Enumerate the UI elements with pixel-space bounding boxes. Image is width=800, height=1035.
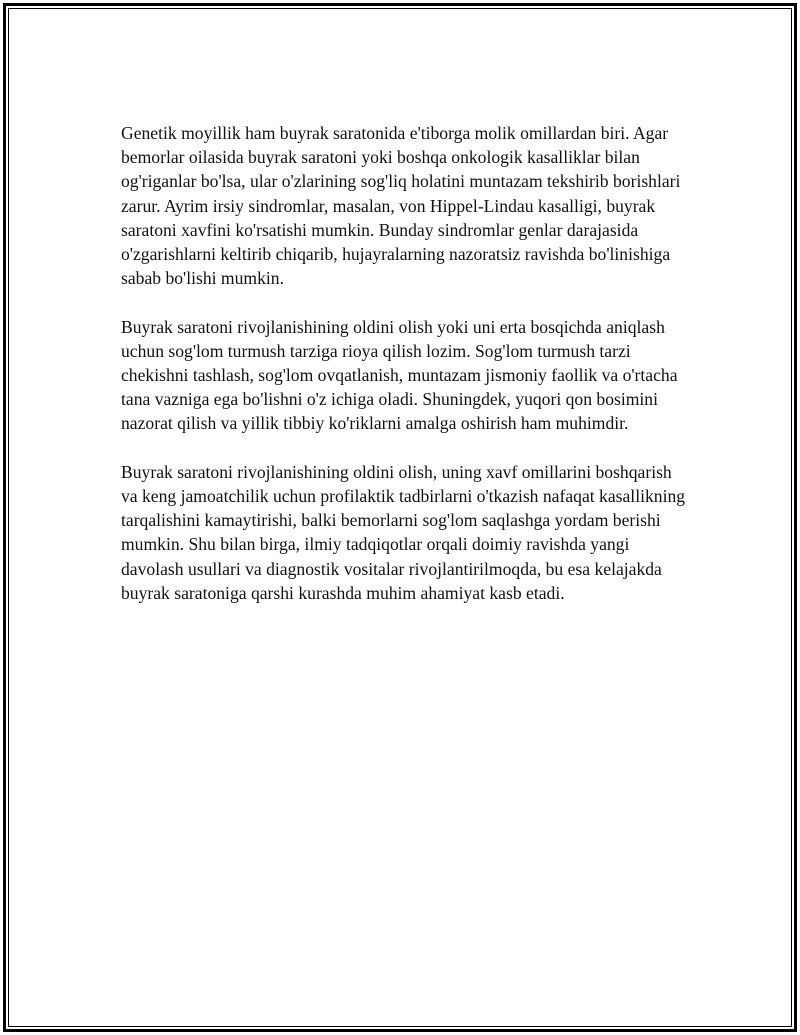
paragraph-healthy-lifestyle: Buyrak saratoni rivojlanishining oldini olish yoki uni erta bosqichda aniqlash uchun sog'lom turmush tarziga rioya qilish lozim. Sog'lom turmush tarzi chekishni tashlash, sog'lom ovqatlanish, muntazam jismoniy faollik va o'rtacha tana vazniga ega bo'lishni o'z ichiga oladi. Shuningdek, yuqori qon bosimini nazorat qilish va yillik tibbiy ko'riklarni amalga oshirish ham muhimdir. [121,316,678,434]
paragraph-prevention-research: Buyrak saratoni rivojlanishining oldini olish, uning xavf omillarini boshqarish va keng jamoatchilik uchun profilaktik tadbirlarni o'tkazish nafaqat kasallikning tarqalishini kamaytirishi, balki bemorlarni sog'lom saqlashga yordam berishi mumkin. Shu bilan birga, ilmiy tadqiqotlar orqali doimiy ravishda yangi davolash usullari va diagnostik vositalar rivojlantirilmoqda, bu esa kelajakda buyrak saratoniga qarshi kurashda muhim ahamiyat kasb etadi. [121,461,686,603]
page-border [3,3,797,1032]
document-body [121,121,691,629]
paragraph-genetic-predisposition: Genetik moyillik ham buyrak saratonida e'tiborga molik omillardan biri. Agar bemorlar oilasida buyrak saratoni yoki boshqa onkologik kasalliklar bilan og'riganlar bo'lsa, ular o'zlarining sog'liq holatini muntazam tekshirib borishlari zarur. Ayrim irsiy sindromlar, masalan, von Hippel-Lindau kasalligi, buyrak saratoni xavfini ko'rsatishi mumkin. Bunday sindromlar genlar darajasida o'zgarishlarni keltirib chiqarib, hujayralarning nazoratsiz ravishda bo'linishiga sabab bo'lishi mumkin. [121,123,681,289]
